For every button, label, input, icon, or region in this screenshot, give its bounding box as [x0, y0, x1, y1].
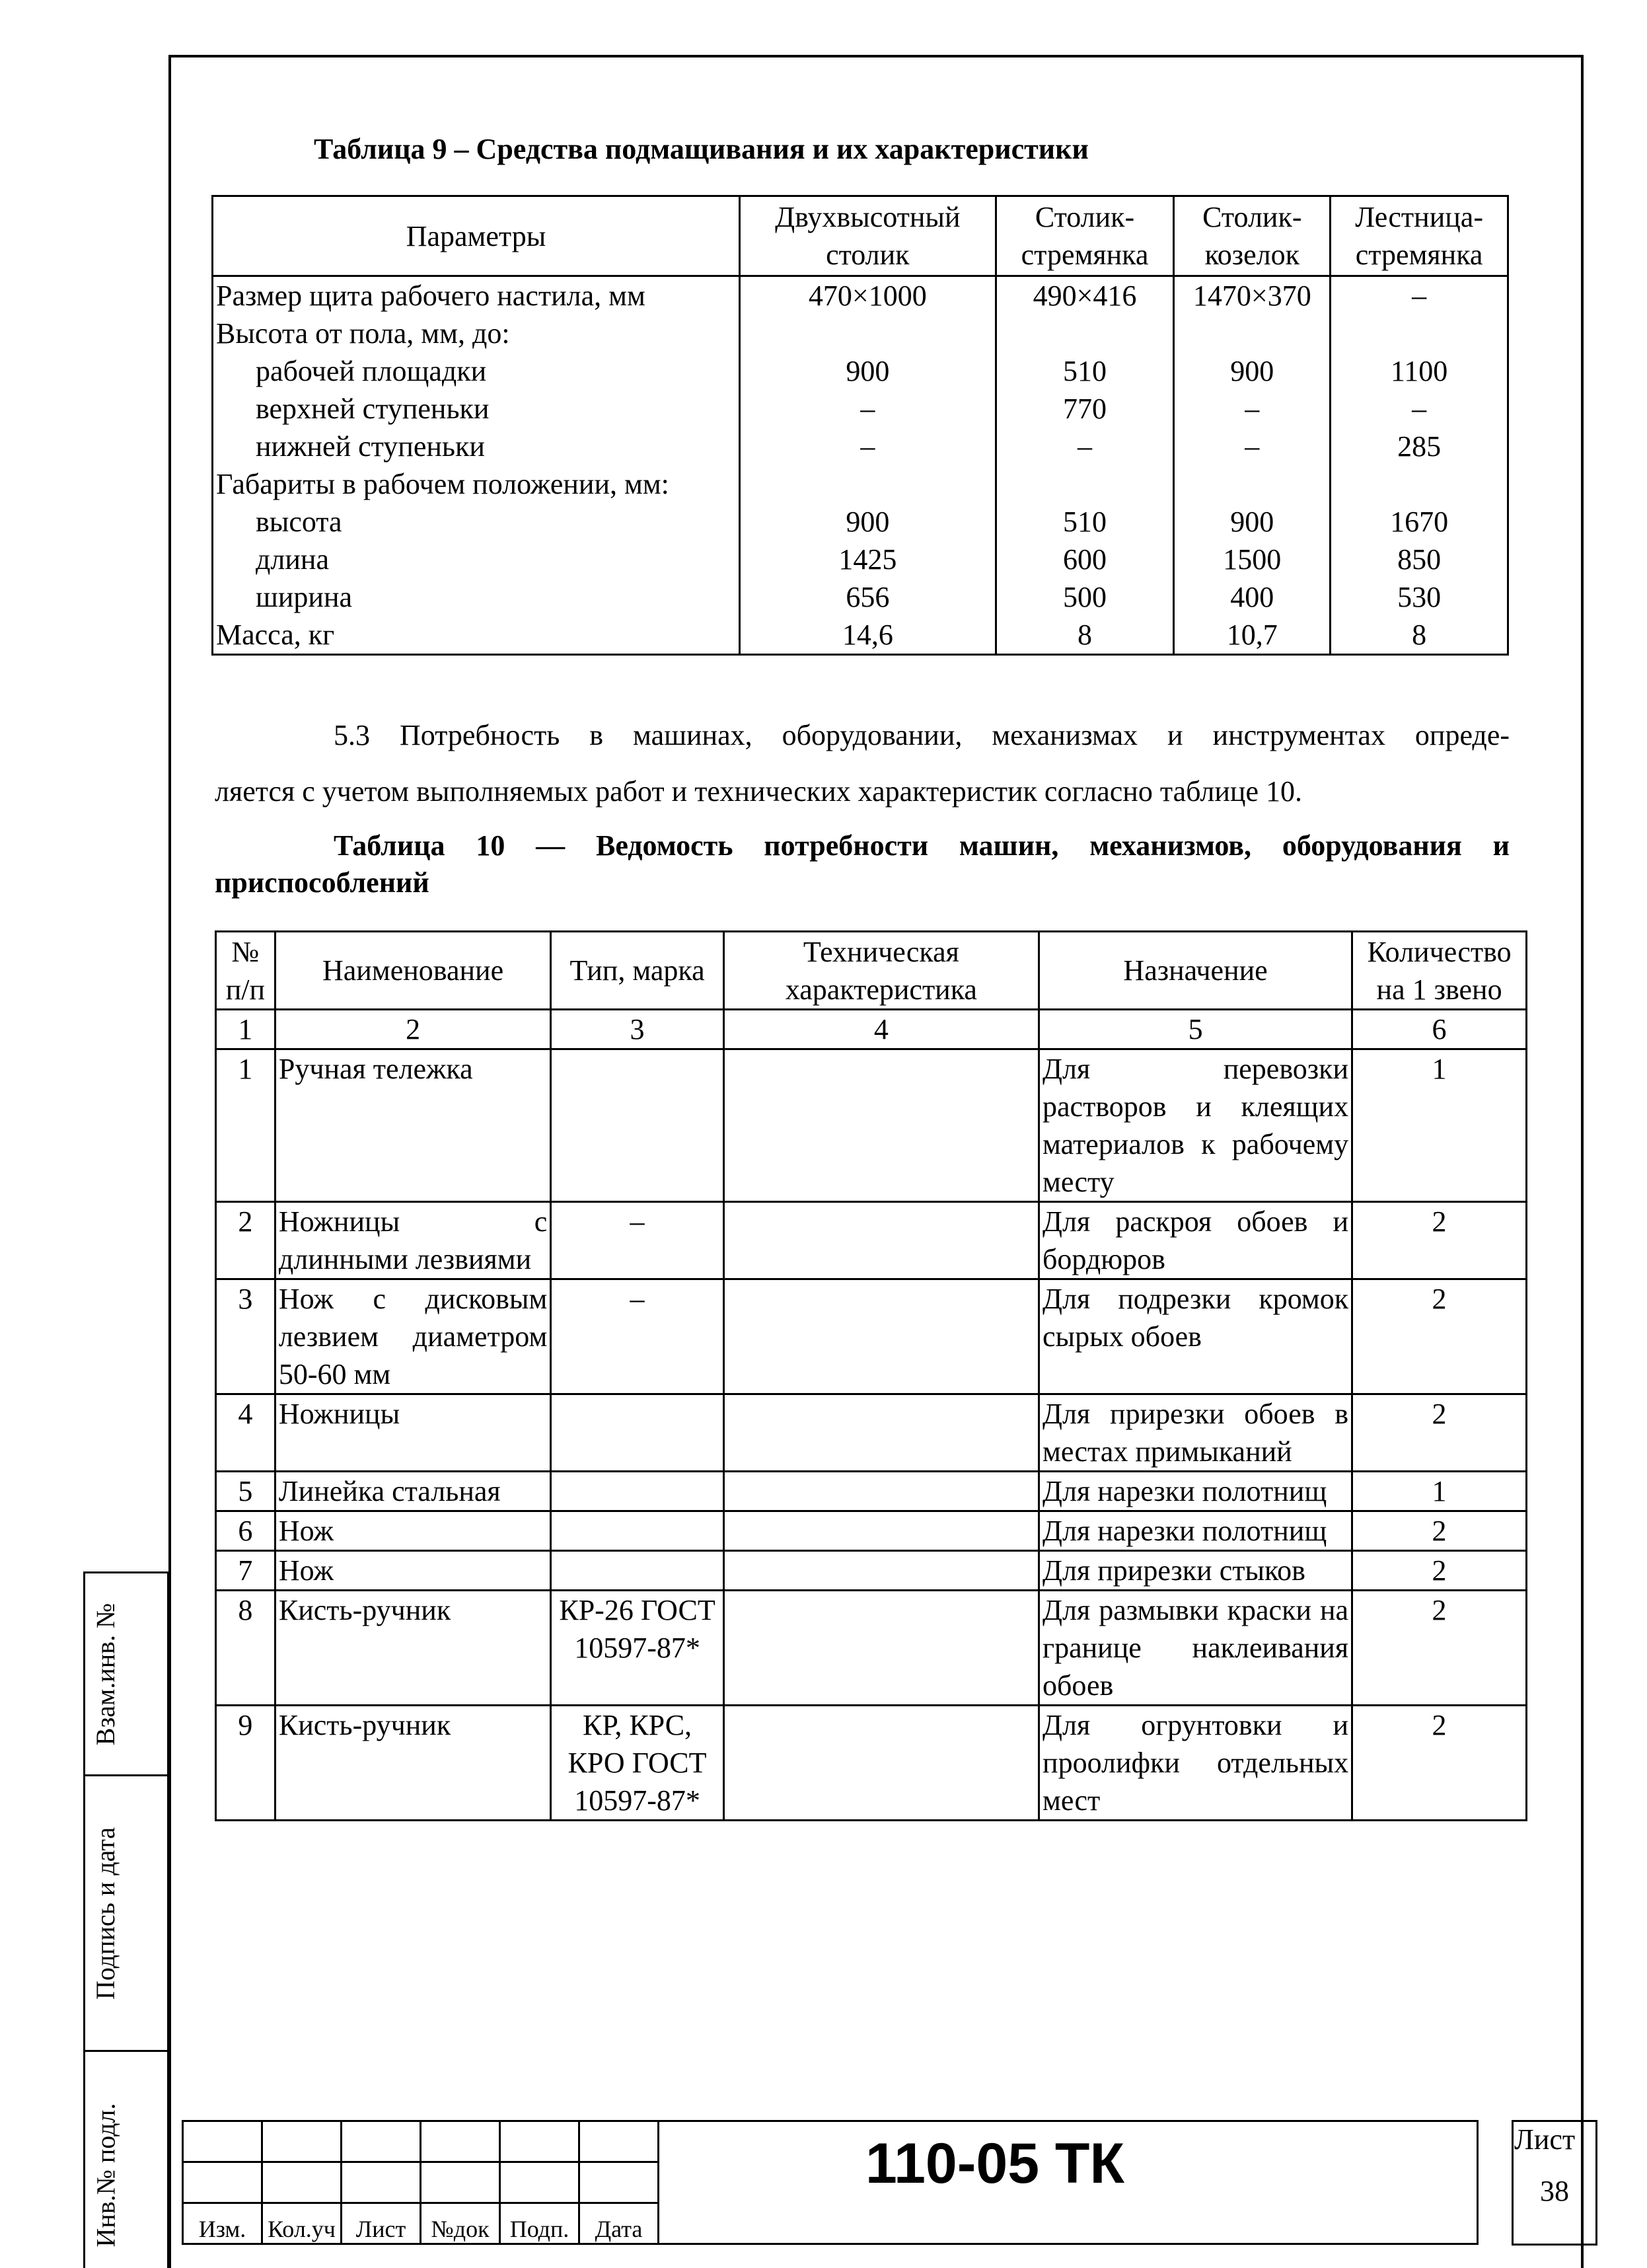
- table10-row: [216, 1551, 1527, 1591]
- table9-value-cell: [740, 465, 996, 503]
- table9-row: [213, 428, 1508, 465]
- column-number: 1: [216, 1010, 275, 1049]
- table9-value-cell: 600: [996, 541, 1174, 578]
- table10-qty-cell: 2: [1352, 1202, 1527, 1279]
- table10-type-cell: [551, 1472, 723, 1511]
- table10-row: [216, 1394, 1527, 1472]
- column-number: 3: [551, 1010, 723, 1049]
- table9-value-cell: 1100: [1331, 352, 1508, 390]
- table10-type-cell: [551, 1394, 723, 1472]
- table10-header-cell: Наименование: [275, 932, 550, 1010]
- table10-spec-cell: [723, 1551, 1039, 1591]
- table9: [211, 195, 1509, 656]
- table10-qty-cell: 2: [1352, 1394, 1527, 1472]
- table10-purpose-cell: Для огрунтовки и проолифки отдельных мест: [1039, 1706, 1352, 1821]
- title-block-label: Изм.: [183, 2203, 262, 2244]
- table9-value-cell: [740, 315, 996, 352]
- table9-row: [213, 616, 1508, 655]
- table9-header-cell: Столик-козелок: [1174, 196, 1331, 276]
- table9-value-cell: 850: [1331, 541, 1508, 578]
- table9-row: [213, 578, 1508, 616]
- table10-qty-cell: 1: [1352, 1472, 1527, 1511]
- table10-purpose-cell: Для раскроя обоев и бордюров: [1039, 1202, 1352, 1279]
- table9-row: [213, 276, 1508, 315]
- table9-value-cell: 8: [996, 616, 1174, 655]
- side-stamp-vzam-label: Взам.инв. №: [91, 1603, 121, 1745]
- title-block-label: Дата: [579, 2203, 659, 2244]
- table10-name-cell: Ножницы: [275, 1394, 550, 1472]
- table9-param-cell: Масса, кг: [213, 616, 740, 655]
- table10-name-cell: Нож: [275, 1551, 550, 1591]
- title-block-label: Подп.: [500, 2203, 579, 2244]
- table10-purpose-cell: Для прирезки обоев в местах примыканий: [1039, 1394, 1352, 1472]
- table9-value-cell: [996, 315, 1174, 352]
- table9-row: [213, 541, 1508, 578]
- table9-value-cell: 900: [740, 352, 996, 390]
- table10-header-cell: Назначение: [1039, 932, 1352, 1010]
- table9-value-cell: 510: [996, 352, 1174, 390]
- table10-header-cell: Техническая характеристика: [723, 932, 1039, 1010]
- table9-header-cell: Параметры: [213, 196, 740, 276]
- table10-row-number-cell: 1: [216, 1049, 275, 1202]
- table10-spec-cell: [723, 1394, 1039, 1472]
- side-stamp-inv-label: Инв.№ подл.: [91, 2103, 121, 2247]
- table9-value-cell: [1174, 465, 1331, 503]
- table9-row: [213, 390, 1508, 428]
- table10-purpose-cell: Для подрезки кромок сырых обоев: [1039, 1279, 1352, 1394]
- table9-value-cell: 400: [1174, 578, 1331, 616]
- table10-name-cell: Кисть-ручник: [275, 1706, 550, 1821]
- table10-row-number-cell: 4: [216, 1394, 275, 1472]
- table10-row-number-cell: 8: [216, 1591, 275, 1706]
- table10-row: [216, 1279, 1527, 1394]
- table10-spec-cell: [723, 1279, 1039, 1394]
- table9-value-cell: [1331, 465, 1508, 503]
- table10-row: [216, 1202, 1527, 1279]
- table10-qty-cell: 2: [1352, 1279, 1527, 1394]
- table9-param-cell: Высота от пола, мм, до:: [213, 315, 740, 352]
- table10-row: [216, 1511, 1527, 1551]
- side-stamp-podpis-label: Подпись и дата: [91, 1827, 121, 2000]
- table10-header-row: [216, 932, 1527, 1010]
- table10-row-number-cell: 9: [216, 1706, 275, 1821]
- table9-value-cell: 1425: [740, 541, 996, 578]
- table9-param-cell: Размер щита рабочего настила, мм: [213, 276, 740, 315]
- table10-row: [216, 1049, 1527, 1202]
- table9-value-cell: 10,7: [1174, 616, 1331, 655]
- table9-value-cell: 1470×370: [1174, 276, 1331, 315]
- table9-value-cell: 500: [996, 578, 1174, 616]
- table10-spec-cell: [723, 1591, 1039, 1706]
- table10-spec-cell: [723, 1049, 1039, 1202]
- table10-row-number-cell: 5: [216, 1472, 275, 1511]
- table10-name-cell: Линейка стальная: [275, 1472, 550, 1511]
- table10-type-cell: –: [551, 1202, 723, 1279]
- table10: [215, 930, 1527, 1821]
- table10-spec-cell: [723, 1202, 1039, 1279]
- table9-value-cell: 656: [740, 578, 996, 616]
- table10-row: [216, 1706, 1527, 1821]
- table10-spec-cell: [723, 1472, 1039, 1511]
- table10-header-cell: № п/п: [216, 932, 275, 1010]
- table10-type-cell: –: [551, 1279, 723, 1394]
- table10-name-cell: Ручная тележка: [275, 1049, 550, 1202]
- table10-type-cell: КР, КРС, КРО ГОСТ 10597-87*: [551, 1706, 723, 1821]
- title-block-label: №док: [421, 2203, 500, 2244]
- table9-value-cell: –: [1174, 428, 1331, 465]
- table10-purpose-cell: Для перевозки растворов и клеящих материалов к рабочему месту: [1039, 1049, 1352, 1202]
- table10-type-cell: [551, 1551, 723, 1591]
- table10-qty-cell: 2: [1352, 1551, 1527, 1591]
- table9-value-cell: 8: [1331, 616, 1508, 655]
- table9-value-cell: –: [1331, 276, 1508, 315]
- column-number: 2: [275, 1010, 550, 1049]
- table10-row: [216, 1591, 1527, 1706]
- table10-qty-cell: 2: [1352, 1706, 1527, 1821]
- table9-param-cell: рабочей площадки: [213, 352, 740, 390]
- table10-qty-cell: 2: [1352, 1511, 1527, 1551]
- table9-value-cell: –: [740, 428, 996, 465]
- table9-value-cell: 900: [1174, 503, 1331, 541]
- table10-name-cell: Ножницы с длинными лезвиями: [275, 1202, 550, 1279]
- table10-qty-cell: 1: [1352, 1049, 1527, 1202]
- table9-row: [213, 465, 1508, 503]
- document-code: 110-05 ТК: [865, 2132, 1124, 2195]
- table9-value-cell: 770: [996, 390, 1174, 428]
- table9-value-cell: [1331, 315, 1508, 352]
- table9-param-cell: ширина: [213, 578, 740, 616]
- table10-purpose-cell: Для нарезки полотнищ: [1039, 1472, 1352, 1511]
- column-number: 4: [723, 1010, 1039, 1049]
- table9-header-cell: Столик-стремянка: [996, 196, 1174, 276]
- sheet-label: Лист: [1514, 2123, 1576, 2156]
- table9-row: [213, 503, 1508, 541]
- table10-type-cell: КР-26 ГОСТ 10597-87*: [551, 1591, 723, 1706]
- table10-row-number-cell: 6: [216, 1511, 275, 1551]
- table10-name-cell: Нож: [275, 1511, 550, 1551]
- table10-spec-cell: [723, 1511, 1039, 1551]
- table9-value-cell: –: [1174, 390, 1331, 428]
- title-block-label: Кол.уч: [262, 2203, 342, 2244]
- table9-value-cell: –: [996, 428, 1174, 465]
- table9-value-cell: 530: [1331, 578, 1508, 616]
- table9-param-cell: Габариты в рабочем положении, мм:: [213, 465, 740, 503]
- table10-qty-cell: 2: [1352, 1591, 1527, 1706]
- table10-type-cell: [551, 1511, 723, 1551]
- table9-param-cell: высота: [213, 503, 740, 541]
- sheet-number: 38: [1540, 2175, 1569, 2207]
- table10-row-number-cell: 7: [216, 1551, 275, 1591]
- table9-row: [213, 352, 1508, 390]
- table9-value-cell: –: [740, 390, 996, 428]
- table9-value-cell: 14,6: [740, 616, 996, 655]
- table9-value-cell: 900: [1174, 352, 1331, 390]
- table10-purpose-cell: Для нарезки полотнищ: [1039, 1511, 1352, 1551]
- table9-value-cell: –: [1331, 390, 1508, 428]
- table10-row-number-cell: 3: [216, 1279, 275, 1394]
- table10-name-cell: Кисть-ручник: [275, 1591, 550, 1706]
- table9-param-cell: верхней ступеньки: [213, 390, 740, 428]
- table9-value-cell: 470×1000: [740, 276, 996, 315]
- table9-value-cell: 285: [1331, 428, 1508, 465]
- column-number: 5: [1039, 1010, 1352, 1049]
- table9-title: Таблица 9 – Средства подмащивания и их характеристики: [314, 133, 1089, 165]
- paragraph-line1: 5.3 Потребность в машинах, оборудовании, механизмах и инструментах опреде-: [334, 719, 1510, 751]
- table9-header-cell: Лестница-стремянка: [1331, 196, 1508, 276]
- table9-value-cell: 510: [996, 503, 1174, 541]
- table10-name-cell: Нож с дисковым лезвием диаметром 50-60 мм: [275, 1279, 550, 1394]
- title-block-grid: [182, 2120, 1479, 2245]
- column-number: 6: [1352, 1010, 1527, 1049]
- table9-value-cell: 1500: [1174, 541, 1331, 578]
- table10-purpose-cell: Для размывки краски на границе наклеивания обоев: [1039, 1591, 1352, 1706]
- table10-row: [216, 1472, 1527, 1511]
- table9-header-cell: Двухвысотный столик: [740, 196, 996, 276]
- table9-value-cell: 1670: [1331, 503, 1508, 541]
- table10-column-number-row: [216, 1010, 1527, 1049]
- paragraph-line2: ляется с учетом выполняемых работ и технических характеристик согласно таблице 10.: [215, 775, 1303, 808]
- table10-header-cell: Тип, марка: [551, 932, 723, 1010]
- table10-title: Таблица 10 — Ведомость потребности машин, механизмов, оборудования и приспособлений: [215, 829, 1510, 899]
- table9-param-cell: нижней ступеньки: [213, 428, 740, 465]
- table10-spec-cell: [723, 1706, 1039, 1821]
- table10-type-cell: [551, 1049, 723, 1202]
- table10-purpose-cell: Для прирезки стыков: [1039, 1551, 1352, 1591]
- table9-value-cell: [996, 465, 1174, 503]
- table9-value-cell: [1174, 315, 1331, 352]
- table9-row: [213, 315, 1508, 352]
- table10-header-cell: Количество на 1 звено: [1352, 932, 1527, 1010]
- title-block-label: Лист: [342, 2203, 421, 2244]
- table9-value-cell: 900: [740, 503, 996, 541]
- table10-row-number-cell: 2: [216, 1202, 275, 1279]
- table9-header-row: [213, 196, 1508, 276]
- table9-param-cell: длина: [213, 541, 740, 578]
- table9-value-cell: 490×416: [996, 276, 1174, 315]
